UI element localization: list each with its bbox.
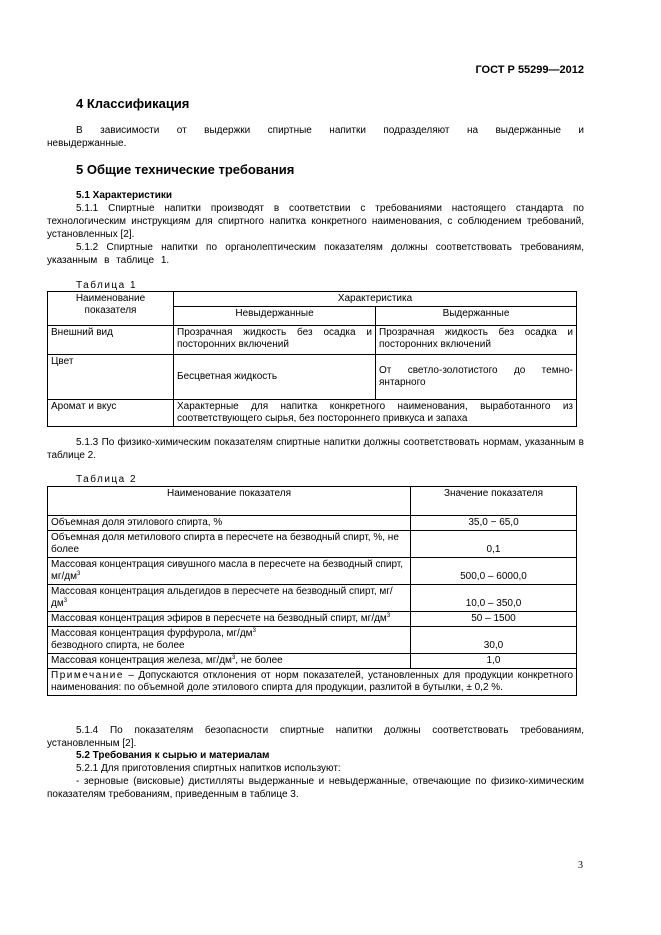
- table-cell: 35,0 − 65,0: [411, 516, 577, 531]
- table-cell: Объемная доля этилового спирта, %: [48, 516, 411, 531]
- table-row: [48, 654, 577, 669]
- paragraph-5-1-4: 5.1.4 По показателям безопасности спиртные напитки должны соответствовать требованиям, установленным [2].: [47, 725, 584, 749]
- table-row: [48, 326, 577, 355]
- table-1-head-aged: Выдержанные: [376, 307, 577, 326]
- row-label: Массовая концентрация железа, мг/дм: [51, 655, 232, 666]
- table-cell: 0,1: [411, 531, 577, 558]
- table-1-caption: Таблица 1: [76, 280, 138, 291]
- table-cell: От светло-золотистого до темно-янтарного: [376, 355, 577, 400]
- table-cell: Прозрачная жидкость без осадка и посторонних включений: [174, 326, 376, 355]
- table-2: [47, 486, 577, 696]
- superscript: 3: [252, 628, 256, 634]
- table-1-head-characteristic: Характеристика: [174, 292, 577, 307]
- table-note-row: [48, 669, 577, 696]
- table-cell: Цвет: [48, 355, 174, 400]
- table-cell: 50 – 1500: [411, 612, 577, 627]
- superscript: 3: [386, 613, 391, 619]
- document-id: ГОСТ Р 55299—2012: [475, 64, 584, 76]
- table-cell: Объемная доля метилового спирта в пересчете на безводный спирт, %, не более: [48, 531, 411, 558]
- section-5-title: 5 Общие технические требования: [76, 162, 295, 177]
- table-cell: Бесцветная жидкость: [174, 355, 376, 400]
- row-label: , не более: [235, 655, 283, 666]
- table-cell: [48, 612, 411, 627]
- section-4-title: 4 Классификация: [76, 96, 190, 111]
- row-label: безводного спирта, не более: [51, 640, 185, 651]
- table-1-head-unaged: Невыдержанные: [174, 307, 376, 326]
- superscript: 3: [77, 571, 81, 577]
- table-row: [48, 558, 577, 585]
- table-row: [48, 531, 577, 558]
- row-label: Массовая концентрация сивушного масла в пересчете на безводный спирт, мг/дм: [51, 559, 404, 582]
- table-cell: 10,0 – 350,0: [411, 585, 577, 612]
- table-1: [47, 291, 577, 427]
- paragraph-5-1-1: 5.1.1 Спиртные напитки производят в соответствии с требованиями настоящего стандарта по технологическим инструкциям для спиртного напитка конкретного наименования, с соблюдением требований, установленных [2].: [47, 203, 584, 240]
- table-row: [48, 516, 577, 531]
- table-row: [48, 355, 577, 400]
- table-cell: Внешний вид: [48, 326, 174, 355]
- table-cell: 1,0: [411, 654, 577, 669]
- paragraph-5-1-3: 5.1.3 По физико-химическим показателям спиртные напитки должны соответствовать нормам, указанным в таблице 2.: [47, 437, 584, 461]
- list-item: - зерновые (висковые) дистилляты выдержанные и невыдержанные, отвечающие по физико-химическим показателям требованиям, приведенным в таблице 3.: [47, 776, 584, 800]
- table-cell: [48, 654, 411, 669]
- note-text: – Допускаются отклонения от норм показателей, установленных для продукции конкретного наименования: по объемной доле этилового спирта для продукции, разлитой в бутылки, ± 0,2 %.: [51, 670, 574, 693]
- page-number: 3: [578, 860, 583, 871]
- table-2-note: [48, 669, 577, 696]
- table-cell: 30,0: [411, 627, 577, 654]
- table-cell: Аромат и вкус: [48, 400, 174, 427]
- superscript: 3: [231, 655, 236, 661]
- table-cell: Характерные для напитка конкретного наименования, выработанного из соответствующего сырья, без постороннего привкуса и запаха: [174, 400, 577, 427]
- row-label: Массовая концентрация альдегидов в пересчете на безводный спирт, мг/дм: [51, 586, 393, 609]
- superscript: 3: [63, 598, 68, 604]
- table-row: [48, 400, 577, 427]
- table-row: [48, 627, 577, 654]
- table-cell: 500,0 – 6000,0: [411, 558, 577, 585]
- table-row: [48, 612, 577, 627]
- table-row: [48, 585, 577, 612]
- paragraph-5-1-2: 5.1.2 Спиртные напитки по органолептическим показателям должны соответствовать требованиям, указанным в таблице 1.: [47, 242, 584, 266]
- subsection-5-1-title: 5.1 Характеристики: [76, 190, 173, 201]
- row-label: Массовая концентрация фурфурола, мг/дм: [51, 628, 253, 639]
- subsection-5-2-title: 5.2 Требования к сырью и материалам: [76, 750, 270, 761]
- note-label: Примечание: [51, 670, 124, 681]
- table-1-head-name: Наименование показателя: [48, 292, 174, 326]
- table-2-head-name: Наименование показателя: [48, 487, 411, 516]
- section-4-text: В зависимости от выдержки спиртные напитки подразделяют на выдержанные и невыдержанные.: [47, 125, 584, 149]
- table-2-head-value: Значение показателя: [411, 487, 577, 516]
- table-cell: [48, 558, 411, 585]
- table-cell: [48, 627, 411, 654]
- paragraph-5-2-1: 5.2.1 Для приготовления спиртных напитков используют:: [76, 763, 341, 774]
- table-2-caption: Таблица 2: [76, 474, 138, 485]
- row-label: Массовая концентрация эфиров в пересчете на безводный спирт, мг/дм: [51, 613, 387, 624]
- table-cell: [48, 585, 411, 612]
- table-cell: Прозрачная жидкость без осадка и посторонних включений: [376, 326, 577, 355]
